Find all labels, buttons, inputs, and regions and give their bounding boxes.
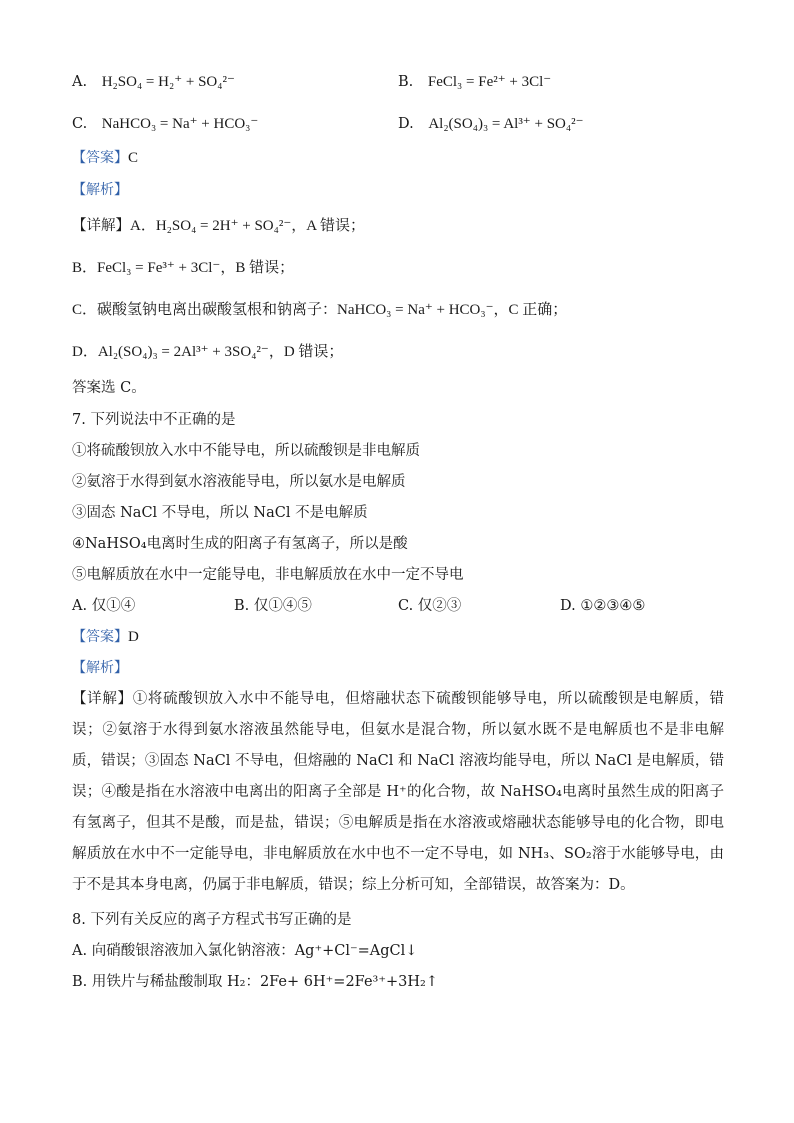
- q7-answer-value: D: [128, 629, 139, 645]
- q6-detail-a-line: [72, 216, 365, 236]
- q6-option-c: [72, 114, 258, 134]
- q7-option-c: C. 仅②③: [398, 598, 462, 614]
- q7-detail-tag: 【详解】: [72, 691, 133, 707]
- q6-option-a-label: A.: [72, 74, 88, 90]
- q7-option-a: A. 仅①④: [72, 598, 136, 614]
- q6-option-c-label: C.: [72, 116, 88, 132]
- q6-analysis-tag: 【解析】: [72, 182, 128, 198]
- q6-option-a-equation: H₂SO₄ = H₂⁺ + SO₄²⁻: [101, 74, 235, 90]
- q6-option-b-label: B.: [398, 74, 414, 90]
- q6-option-c-equation: NaHCO₃ = Na⁺ + HCO₃⁻: [101, 116, 259, 132]
- q8-stem: 8. 下列有关反应的离子方程式书写正确的是: [72, 912, 352, 928]
- q7-answer-line: [72, 627, 139, 647]
- q8-option-b: B. 用铁片与稀盐酸制取 H₂：2Fe+ 6H⁺=2Fe³⁺+3H₂↑: [72, 974, 438, 990]
- q6-answer-line: [72, 148, 138, 168]
- q6-answer-value: C: [128, 150, 139, 166]
- q6-detail-a: A．H₂SO₄ = 2H⁺ + SO₄²⁻，A 错误；: [130, 218, 366, 234]
- q7-stem: 7. 下列说法中不正确的是: [72, 412, 236, 428]
- q7-statement-1: ①将硫酸钡放入水中不能导电，所以硫酸钡是非电解质: [72, 443, 420, 459]
- q6-option-d: [398, 114, 584, 134]
- q7-statement-3: ③固态 NaCl 不导电，所以 NaCl 不是电解质: [72, 505, 368, 521]
- q6-conclusion: 答案选 C。: [72, 380, 146, 396]
- q6-option-a: [72, 72, 235, 92]
- q6-option-d-equation: Al₂(SO₄)₃ = Al³⁺ + SO₄²⁻: [428, 116, 584, 132]
- q6-detail-c: C．碳酸氢钠电离出碳酸氢根和钠离子：NaHCO₃ = Na⁺ + HCO₃⁻，C 正确；: [72, 302, 568, 318]
- q6-answer-tag: 【答案】: [72, 150, 128, 166]
- q7-option-b: B. 仅①④⑤: [234, 598, 312, 614]
- q6-option-b: [398, 72, 551, 92]
- q7-option-d: D. ①②③④⑤: [560, 598, 646, 614]
- q6-detail-b: B．FeCl₃ = Fe³⁺ + 3Cl⁻，B 错误；: [72, 260, 295, 276]
- q7-analysis-line: [72, 658, 128, 678]
- q7-statement-5: ⑤电解质放在水中一定能导电，非电解质放在水中一定不导电: [72, 567, 464, 583]
- q7-statement-4: ④NaHSO₄电离时生成的阳离子有氢离子，所以是酸: [72, 536, 408, 552]
- q6-detail-d: D．Al₂(SO₄)₃ = 2Al³⁺ + 3SO₄²⁻，D 错误；: [72, 344, 344, 360]
- q8-option-a: A. 向硝酸银溶液加入氯化钠溶液：Ag⁺+Cl⁻=AgCl↓: [72, 943, 418, 959]
- q6-option-d-label: D.: [398, 116, 414, 132]
- q7-detail-text: ①将硫酸钡放入水中不能导电，但熔融状态下硫酸钡能够导电，所以硫酸钡是电解质，错误；②氨溶于水得到氨水溶液虽然能导电，但氨水是混合物，所以氨水既不是电解质也不是非电解质，错误；③固态 NaCl 不导电，但熔融的 NaCl 和 NaCl 溶液均能导电，所以 NaCl 是电解质，错误；④酸是指在水溶液中电离出的阳离子全部是 H⁺的化合物，故 NaHSO₄电离时虽然生成的阳离子有氢离子，但其不是酸，而是盐，错误；⑤电解质是指在水溶液或熔融状态能够导电的化合物，即电解质放在水中不一定能导电，非电解质放在水中也不一定不导电，如 NH₃、SO₂溶于水能够导电，由于不是其本身电离，仍属于非电解质，错误；综上分析可知，全部错误，故答案为：D。: [72, 691, 725, 893]
- q6-option-b-equation: FeCl₃ = Fe²⁺ + 3Cl⁻: [427, 74, 552, 90]
- q7-analysis-tag: 【解析】: [72, 660, 128, 676]
- q7-detail-paragraph: [72, 684, 724, 901]
- q6-detail-tag: 【详解】: [72, 218, 130, 234]
- q7-statement-2: ②氨溶于水得到氨水溶液能导电，所以氨水是电解质: [72, 474, 406, 490]
- q7-answer-tag: 【答案】: [72, 629, 128, 645]
- q6-analysis-line: [72, 180, 128, 200]
